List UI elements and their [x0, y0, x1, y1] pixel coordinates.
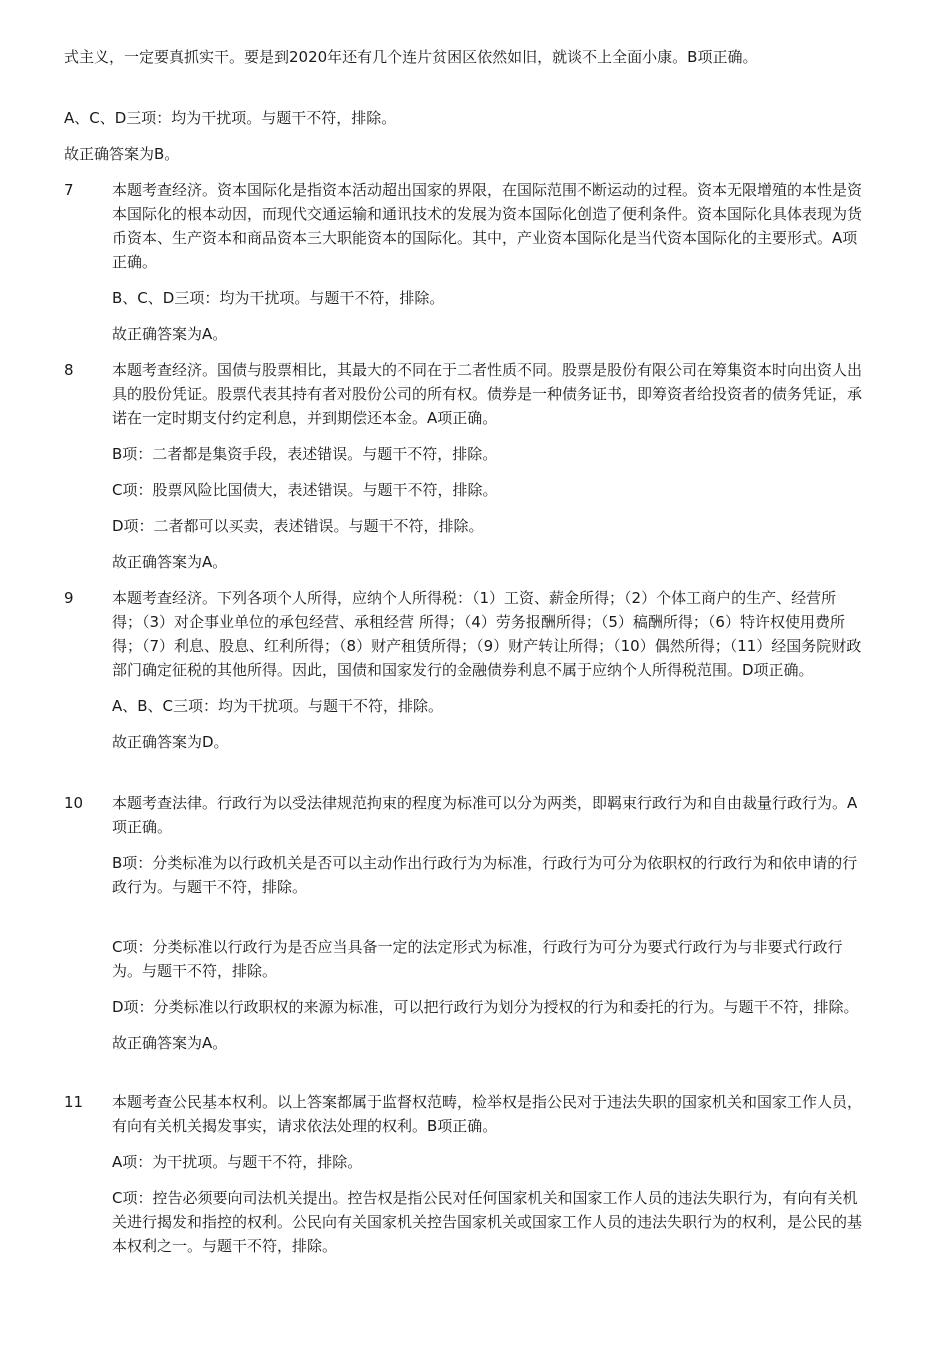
option-paragraph: C项：分类标准以行政行为是否应当具备一定的法定形式为标准，行政行为可分为要式行政行为与非要式行政行为。与题干不符，排除。 [112, 938, 843, 980]
item-body [112, 791, 864, 1067]
item-body [112, 1090, 864, 1270]
explanation-paragraph: 本题考查法律。行政行为以受法律规范拘束的程度为标准可以分为两类，即羁束行政行为和自由裁量行政行为。A项正确。 [112, 794, 858, 836]
item-body [112, 358, 864, 586]
option-paragraph: B、C、D三项：均为干扰项。与题干不符，排除。 [112, 289, 445, 307]
item-body [112, 178, 864, 358]
answer-paragraph: 故正确答案为A。 [112, 325, 228, 343]
explanation-paragraph: 本题考查经济。国债与股票相比，其最大的不同在于二者性质不同。股票是股份有限公司在筹集资本时向出资人出具的股份凭证。股票代表其持有者对股份公司的所有权。债券是一种债务证书，即筹资者给投资者的债务凭证，承诺在一定时期支付约定利息，并到期偿还本金。A项正确。 [112, 361, 863, 427]
option-paragraph: C项：控告必须要向司法机关提出。控告权是指公民对任何国家机关和国家工作人员的违法失职行为，有向有关机关进行揭发和指控的权利。公民向有关国家机关控告国家机关或国家工作人员的违法失职行为的权利，是公民的基本权利之一。与题干不符，排除。 [112, 1189, 863, 1255]
option-paragraph: B项：二者都是集资手段，表述错误。与题干不符，排除。 [112, 445, 498, 463]
option-paragraph: C项：股票风险比国债大，表述错误。与题干不符，排除。 [112, 481, 498, 499]
answer-paragraph: 故正确答案为A。 [112, 1034, 228, 1052]
item-body [112, 586, 864, 766]
explanation-paragraph: 本题考查经济。下列各项个人所得，应纳个人所得税：（1）工资、薪金所得；（2）个体工商户的生产、经营所得；（3）对企事业单位的承包经营、承租经营 所得；（4）劳务报酬所得；（5）稿酬所得；（6）特许权使用费所得；（7）利息、股息、红利所得；（8）财产租赁所得；（9）财产转让所得；（10）偶然所得；（11）经国务院财政部门确定征税的其他所得。因此，国债和国家发行的金融债券利息不属于应纳个人所得税范围。D项正确。 [112, 589, 862, 679]
item-number: 10 [64, 794, 84, 812]
option-paragraph: D项：分类标准以行政职权的来源为标准，可以把行政行为划分为授权的行为和委托的行为。与题干不符，排除。 [112, 998, 859, 1016]
intro-answer-paragraph: 故正确答案为B。 [64, 145, 180, 163]
explanation-paragraph: 本题考查公民基本权利。以上答案都属于监督权范畴，检举权是指公民对于违法失职的国家机关和国家工作人员，有向有关机关揭发事实，请求依法处理的权利。B项正确。 [112, 1093, 863, 1135]
option-paragraph: D项：二者都可以买卖，表述错误。与题干不符，排除。 [112, 517, 484, 535]
option-paragraph: A、B、C三项：均为干扰项。与题干不符，排除。 [112, 697, 444, 715]
answer-paragraph: 故正确答案为D。 [112, 733, 229, 751]
item-number: 7 [64, 181, 74, 199]
intro-options-paragraph: A、C、D三项：均为干扰项。与题干不符，排除。 [64, 109, 397, 127]
option-paragraph: A项：为干扰项。与题干不符，排除。 [112, 1153, 363, 1171]
intro-paragraph: 式主义，一定要真抓实干。要是到2020年还有几个连片贫困区依然如旧，就谈不上全面小康。B项正确。 [64, 48, 758, 66]
item-number: 11 [64, 1093, 84, 1111]
item-number: 8 [64, 361, 74, 379]
explanation-paragraph: 本题考查经济。资本国际化是指资本活动超出国家的界限，在国际范围不断运动的过程。资本无限增殖的本性是资本国际化的根本动因，而现代交通运输和通讯技术的发展为资本国际化创造了便利条件。资本国际化具体表现为货币资本、生产资本和商品资本三大职能资本的国际化。其中，产业资本国际化是当代资本国际化的主要形式。A项正确。 [112, 181, 863, 271]
item-number: 9 [64, 589, 74, 607]
option-paragraph: B项：分类标准为以行政机关是否可以主动作出行政行为为标准，行政行为可分为依职权的行政行为和依申请的行政行为。与题干不符，排除。 [112, 854, 858, 896]
answer-paragraph: 故正确答案为A。 [112, 553, 228, 571]
